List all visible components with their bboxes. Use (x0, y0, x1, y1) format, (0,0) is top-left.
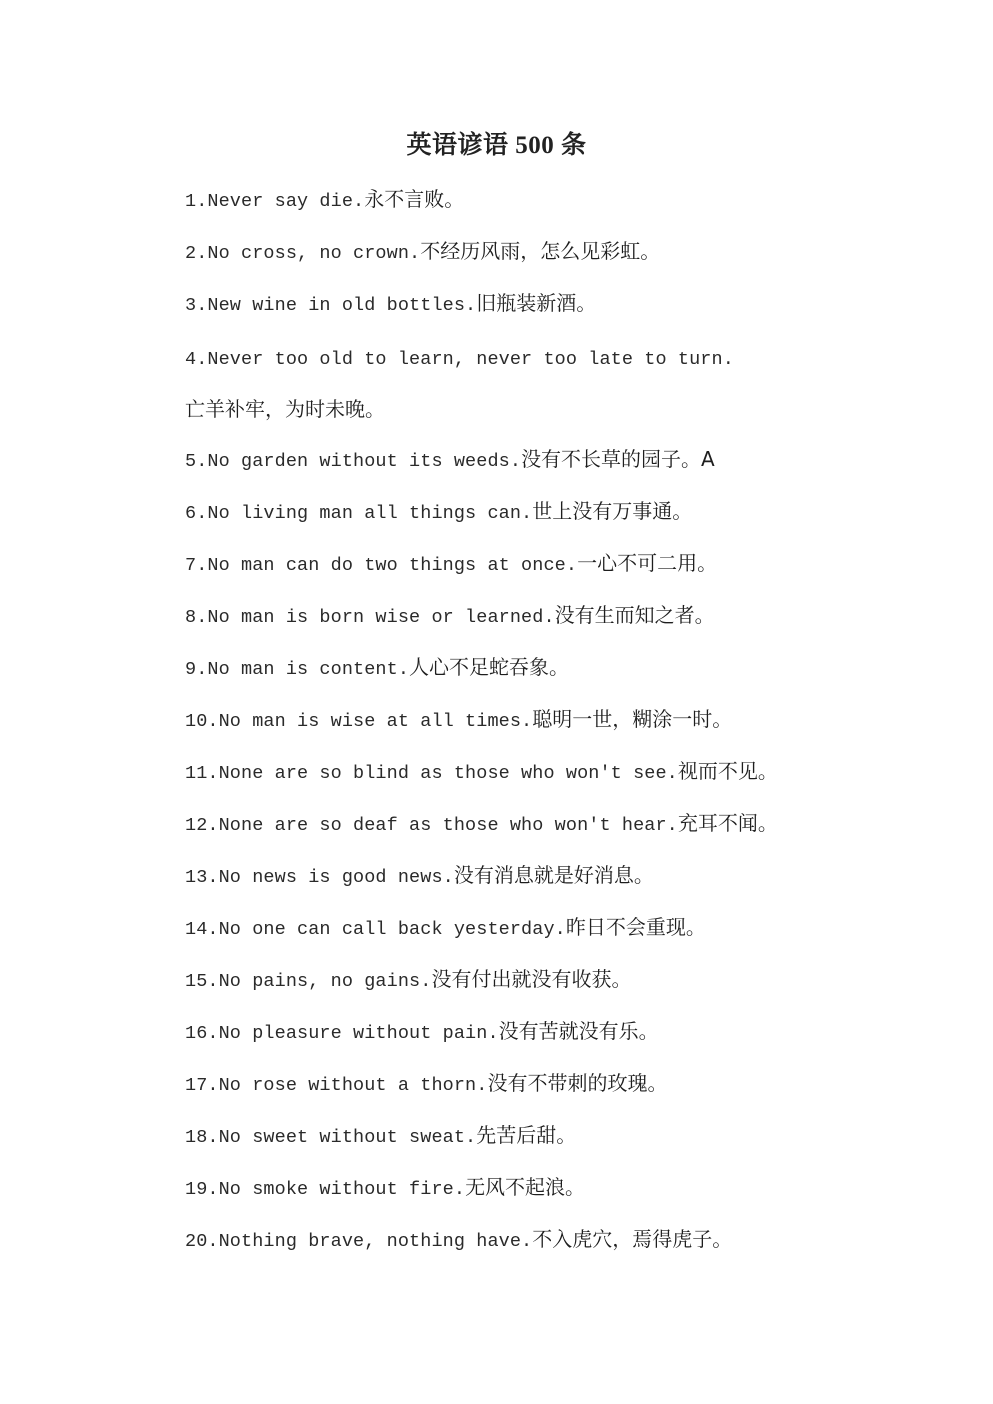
proverb-number: 20. (185, 1231, 219, 1252)
proverb-item-10 (185, 703, 905, 755)
proverb-item-3 (185, 287, 905, 339)
proverb-english: No man can do two things at once. (207, 555, 578, 576)
proverb-number: 18. (185, 1127, 219, 1148)
proverb-number: 13. (185, 867, 219, 888)
proverb-number: 6. (185, 503, 208, 524)
proverb-english: No pains, no gains. (218, 971, 432, 992)
proverb-chinese: 不入虎穴，焉得虎子。 (532, 1227, 733, 1251)
proverb-number: 17. (185, 1075, 219, 1096)
proverb-number: 3. (185, 295, 208, 316)
proverb-item-9 (185, 651, 905, 703)
proverb-english: No sweet without sweat. (218, 1127, 477, 1148)
proverb-chinese: 人心不足蛇吞象。 (409, 655, 570, 679)
proverb-number: 12. (185, 815, 219, 836)
proverb-chinese: 没有付出就没有收获。 (431, 967, 632, 991)
proverb-english: No garden without its weeds. (207, 451, 522, 472)
proverb-chinese: 没有不长草的园子。A (521, 447, 715, 471)
proverb-chinese: 亡羊补牢，为时未晚。 (185, 397, 385, 421)
proverb-chinese: 聪明一世，糊涂一时。 (532, 707, 733, 731)
proverb-english: None are so deaf as those who won't hear. (218, 815, 678, 836)
proverb-item-15 (185, 963, 905, 1015)
proverb-number: 11. (185, 763, 219, 784)
proverb-english: New wine in old bottles. (207, 295, 477, 316)
proverb-english: No news is good news. (218, 867, 454, 888)
proverb-number: 1. (185, 191, 208, 212)
proverb-chinese: 无风不起浪。 (465, 1175, 586, 1199)
proverb-number: 19. (185, 1179, 219, 1200)
proverb-item-17 (185, 1067, 905, 1119)
proverb-chinese: 世上没有万事通。 (532, 499, 693, 523)
proverb-item-13 (185, 859, 905, 911)
proverb-chinese: 不经历风雨，怎么见彩虹。 (420, 239, 661, 263)
proverb-english: No pleasure without pain. (218, 1023, 499, 1044)
proverb-list (185, 183, 905, 1275)
proverb-item-19 (185, 1171, 905, 1223)
proverb-english: No man is wise at all times. (218, 711, 533, 732)
proverb-number: 15. (185, 971, 219, 992)
proverb-item-4 (185, 339, 905, 443)
proverb-chinese: 没有消息就是好消息。 (453, 863, 654, 887)
proverb-item-8 (185, 599, 905, 651)
proverb-item-11 (185, 755, 905, 807)
proverb-english: None are so blind as those who won't see. (218, 763, 678, 784)
proverb-chinese: 没有生而知之者。 (554, 603, 715, 627)
proverb-chinese: 永不言败。 (364, 187, 465, 211)
proverb-chinese: 充耳不闻。 (677, 811, 778, 835)
proverb-english: No rose without a thorn. (218, 1075, 488, 1096)
proverb-english: No living man all things can. (207, 503, 533, 524)
proverb-english: Never too old to learn, never too late to turn. (207, 349, 734, 370)
proverb-item-6 (185, 495, 905, 547)
proverb-item-1 (185, 183, 905, 235)
proverb-chinese: 没有不带刺的玫瑰。 (487, 1071, 668, 1095)
proverb-item-16 (185, 1015, 905, 1067)
proverb-english: No one can call back yesterday. (218, 919, 566, 940)
proverb-chinese: 昨日不会重现。 (565, 915, 706, 939)
proverb-item-18 (185, 1119, 905, 1171)
proverb-number: 9. (185, 659, 208, 680)
proverb-english: Never say die. (207, 191, 365, 212)
proverb-chinese: 一心不可二用。 (577, 551, 718, 575)
proverb-item-5 (185, 443, 905, 495)
proverb-number: 8. (185, 607, 208, 628)
proverb-item-2 (185, 235, 905, 287)
proverb-english: No cross, no crown. (207, 243, 421, 264)
proverb-item-20 (185, 1223, 905, 1275)
proverb-chinese: 先苦后甜。 (476, 1123, 577, 1147)
proverb-english: No man is content. (207, 659, 410, 680)
proverb-number: 7. (185, 555, 208, 576)
proverb-number: 4. (185, 349, 208, 370)
proverb-english: Nothing brave, nothing have. (218, 1231, 533, 1252)
proverb-item-12 (185, 807, 905, 859)
proverb-number: 10. (185, 711, 219, 732)
proverb-chinese: 旧瓶装新酒。 (476, 291, 597, 315)
document-title: 英语谚语 500 条 (406, 132, 587, 159)
proverb-item-7 (185, 547, 905, 599)
proverb-chinese: 视而不见。 (677, 759, 778, 783)
proverb-number: 5. (185, 451, 208, 472)
proverb-item-14 (185, 911, 905, 963)
proverb-english: No man is born wise or learned. (207, 607, 555, 628)
proverb-number: 2. (185, 243, 208, 264)
proverb-english: No smoke without fire. (218, 1179, 466, 1200)
proverb-chinese: 没有苦就没有乐。 (498, 1019, 659, 1043)
proverb-number: 14. (185, 919, 219, 940)
proverb-number: 16. (185, 1023, 219, 1044)
